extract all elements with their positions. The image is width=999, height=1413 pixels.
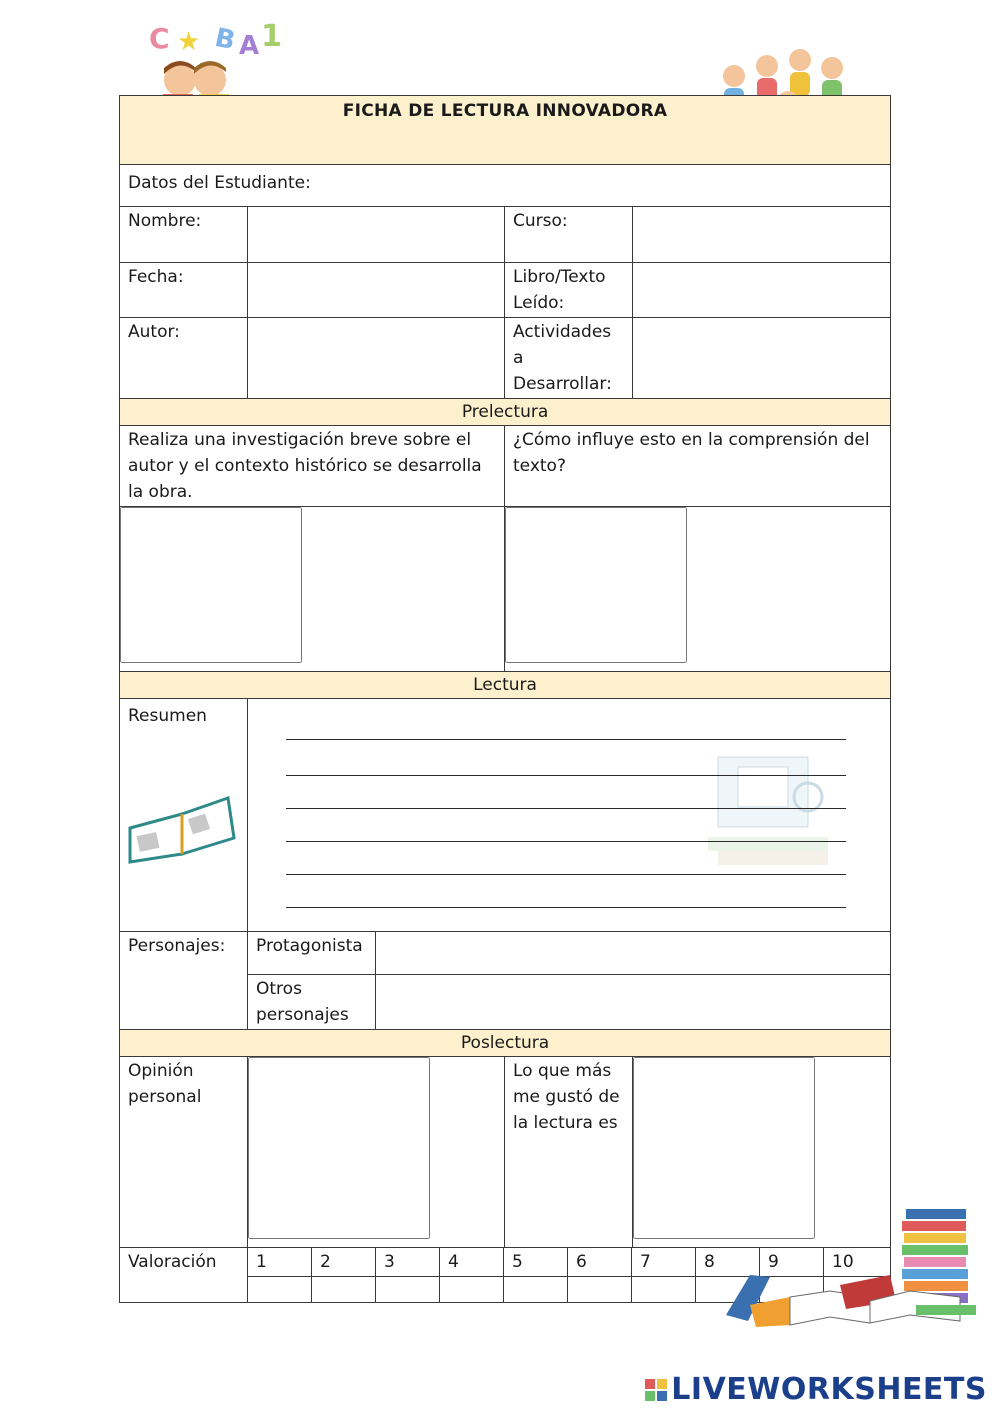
page-title: FICHA DE LECTURA INNOVADORA [342, 101, 668, 121]
activities-label: Actividades a Desarrollar: [513, 322, 612, 394]
books-watermark-illustration [688, 727, 868, 897]
others-field[interactable] [376, 975, 891, 1030]
prelectura-left-textarea[interactable] [120, 507, 302, 663]
prelectura-right-textarea[interactable] [505, 507, 687, 663]
open-book-icon [124, 784, 240, 864]
decor-letter: B [212, 22, 238, 57]
rating-number: 8 [696, 1248, 760, 1277]
prelectura-left-answer[interactable] [120, 507, 505, 672]
activities-label-cell [505, 318, 633, 399]
student-data-section [120, 165, 891, 207]
book-stack-illustration [720, 1205, 985, 1335]
lectura-header [120, 672, 891, 699]
date-field[interactable] [248, 263, 505, 318]
summary-label: Resumen [128, 706, 207, 726]
rating-checkbox-cell[interactable] [568, 1277, 632, 1303]
summary-area[interactable] [248, 699, 891, 932]
prelectura-header [120, 399, 891, 426]
rating-number: 9 [760, 1248, 824, 1277]
rating-checkbox-cell[interactable] [376, 1277, 440, 1303]
characters-label: Personajes: [128, 936, 226, 956]
lectura-title: Lectura [473, 675, 537, 695]
form-table [119, 95, 891, 1248]
rating-label-cell [120, 1248, 248, 1303]
name-field[interactable] [248, 207, 505, 263]
decor-letter: C [149, 22, 170, 55]
brand-footer [645, 1372, 987, 1407]
activities-input[interactable] [633, 323, 890, 340]
rating-number: 2 [312, 1248, 376, 1277]
author-field[interactable] [248, 318, 505, 399]
others-input[interactable] [376, 975, 890, 1025]
brand-name: LIVEWORKSHEETS [671, 1372, 987, 1407]
opinion-answer[interactable] [248, 1057, 505, 1248]
opinion-label: Opinión personal [128, 1061, 202, 1107]
date-label-cell [120, 263, 248, 318]
author-label: Autor: [128, 322, 180, 342]
others-label-cell [248, 975, 376, 1030]
author-label-cell [120, 318, 248, 399]
liked-label: Lo que más me gustó de la lectura es [513, 1061, 620, 1133]
summary-line [286, 775, 846, 776]
decor-letter: ★ [177, 27, 201, 57]
protagonist-field[interactable] [376, 932, 891, 975]
rating-checkbox-cell[interactable] [632, 1277, 696, 1303]
author-input[interactable] [248, 323, 504, 340]
book-label-cell [505, 263, 633, 318]
student-data-label: Datos del Estudiante: [128, 173, 311, 193]
summary-writing-lines [248, 699, 890, 931]
protagonist-label: Protagonista [256, 936, 363, 956]
course-label-cell [505, 207, 633, 263]
name-label: Nombre: [128, 211, 202, 231]
summary-line [286, 841, 846, 842]
book-field[interactable] [633, 263, 891, 318]
activities-field[interactable] [633, 318, 891, 399]
rating-checkbox-cell[interactable] [248, 1277, 312, 1303]
rating-number: 7 [632, 1248, 696, 1277]
rating-label: Valoración [128, 1252, 217, 1272]
prelectura-left-prompt-cell [120, 426, 505, 507]
prelectura-right-prompt: ¿Cómo influye esto en la comprensión del texto? [513, 430, 870, 476]
prelectura-title: Prelectura [461, 402, 549, 422]
rating-number: 10 [824, 1248, 891, 1277]
opinion-label-cell [120, 1057, 248, 1248]
rating-checkbox-cell[interactable] [504, 1277, 568, 1303]
characters-label-cell [120, 932, 248, 1030]
prelectura-left-prompt: Realiza una investigación breve sobre el autor y el contexto histórico se desarrolla la obra. [128, 430, 482, 502]
liked-label-cell [505, 1057, 633, 1248]
liveworksheets-logo-icon [645, 1374, 667, 1396]
others-label: Otros personajes [256, 979, 349, 1025]
summary-line [286, 808, 846, 809]
summary-label-cell [120, 699, 248, 932]
summary-line [286, 739, 846, 740]
rating-checkbox-cell[interactable] [440, 1277, 504, 1303]
poslectura-title: Poslectura [460, 1033, 550, 1053]
decor-letter: 1 [261, 19, 282, 54]
book-input[interactable] [633, 268, 890, 285]
name-label-cell [120, 207, 248, 263]
date-label: Fecha: [128, 267, 184, 287]
rating-number: 5 [504, 1248, 568, 1277]
decor-letter: A [239, 31, 260, 61]
rating-number: 6 [568, 1248, 632, 1277]
book-label: Libro/Texto Leído: [513, 267, 606, 313]
course-input[interactable] [633, 212, 890, 229]
rating-checkbox-cell[interactable] [312, 1277, 376, 1303]
reading-form [119, 95, 890, 1303]
prelectura-right-prompt-cell [505, 426, 891, 507]
rating-number: 4 [440, 1248, 504, 1277]
rating-number: 3 [376, 1248, 440, 1277]
protagonist-input[interactable] [376, 932, 890, 974]
course-field[interactable] [633, 207, 891, 263]
course-label: Curso: [513, 211, 568, 231]
summary-line [286, 907, 846, 908]
form-header [120, 96, 891, 165]
date-input[interactable] [248, 268, 504, 285]
summary-line [286, 874, 846, 875]
prelectura-right-answer[interactable] [505, 507, 891, 672]
poslectura-header [120, 1030, 891, 1057]
protagonist-label-cell [248, 932, 376, 975]
opinion-textarea[interactable] [248, 1057, 430, 1239]
rating-number: 1 [248, 1248, 312, 1277]
name-input[interactable] [248, 212, 504, 229]
